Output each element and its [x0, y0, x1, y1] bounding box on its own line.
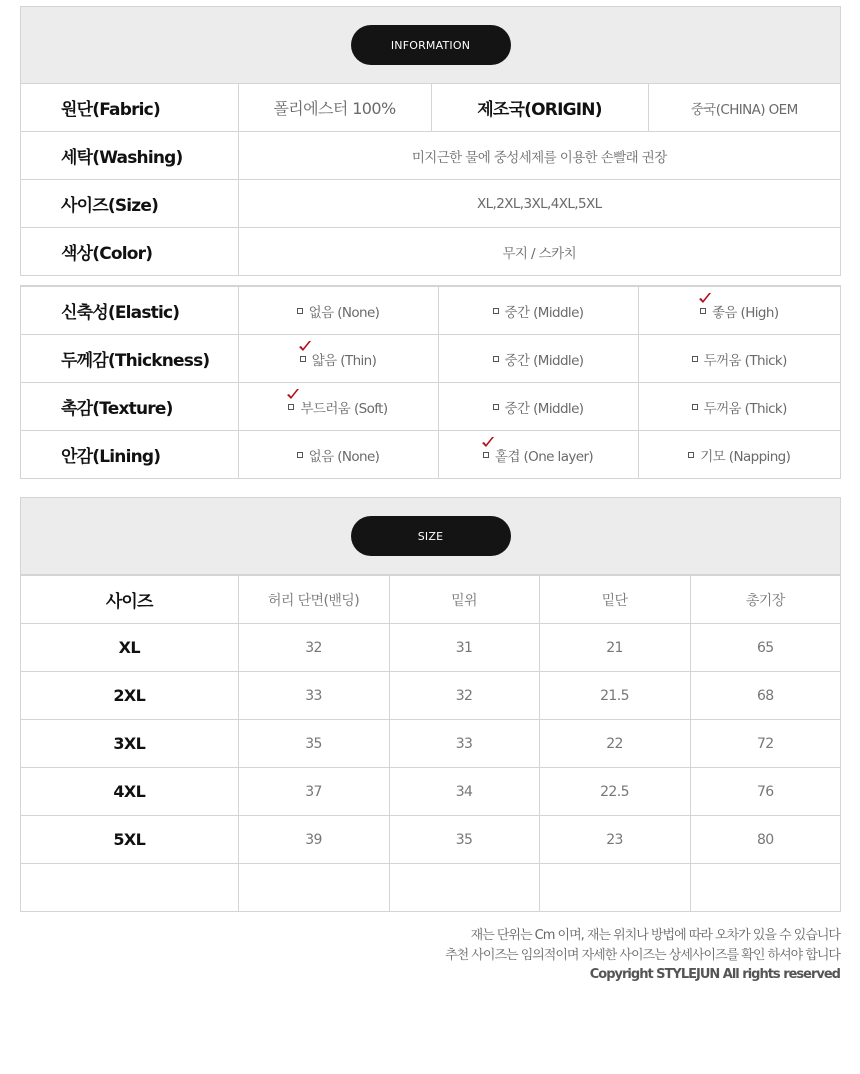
- size-value-cell: [690, 864, 840, 912]
- size-value-cell: 22.5: [539, 768, 690, 816]
- information-badge: INFORMATION: [351, 25, 511, 65]
- size-value-cell: 65: [690, 624, 840, 672]
- checkbox-icon: [493, 404, 499, 410]
- size-value-cell: 23: [539, 816, 690, 864]
- attribute-option-cell: [238, 431, 438, 479]
- attribute-option-cell: [638, 335, 840, 383]
- size-table: [21, 575, 840, 911]
- checkmark-icon: [697, 291, 713, 307]
- checkbox-icon: [297, 308, 303, 314]
- origin-value: 중국(CHINA) OEM: [648, 84, 840, 132]
- size-name-cell: XL: [21, 624, 238, 672]
- checkmark-icon: [285, 387, 301, 403]
- option-unchecked: [493, 397, 584, 417]
- copyright-text: Copyright STYLEJUN All rights reserved: [589, 967, 840, 982]
- size-value-cell: 76: [690, 768, 840, 816]
- size-value-cell: 39: [238, 816, 389, 864]
- size-name-cell: [21, 864, 238, 912]
- information-section: [20, 6, 841, 276]
- size-name-cell: 4XL: [21, 768, 238, 816]
- option-checked: [288, 397, 387, 417]
- checkbox-icon: [688, 452, 694, 458]
- attribute-row: [21, 431, 840, 479]
- option-label: 홑겹 (One layer): [494, 448, 594, 465]
- option-label: 두꺼움 (Thick): [703, 400, 787, 417]
- size-name-cell: 3XL: [21, 720, 238, 768]
- option-label: 두꺼움 (Thick): [703, 352, 787, 369]
- note-line-1: 재는 단위는 Cm 이며, 재는 위치나 방법에 따라 오차가 있을 수 있습니다: [470, 928, 840, 943]
- option-unchecked: [692, 349, 787, 369]
- size-value: XL,2XL,3XL,4XL,5XL: [238, 180, 840, 228]
- note-line-2: 추천 사이즈는 임의적이며 자세한 사이즈는 상세사이즈를 확인 하셔야 합니다: [445, 947, 840, 963]
- size-value-cell: [389, 864, 539, 912]
- option-unchecked: [297, 445, 380, 465]
- checkbox-icon: [692, 404, 698, 410]
- option-unchecked: [688, 445, 790, 465]
- attribute-option-cell: [638, 431, 840, 479]
- washing-label: 세탁(Washing): [21, 132, 238, 180]
- size-header: [21, 498, 840, 575]
- option-label: 중간 (Middle): [504, 304, 584, 321]
- information-table: [21, 84, 840, 275]
- attribute-option-cell: [638, 287, 840, 335]
- size-value-cell: 33: [389, 720, 539, 768]
- attribute-option-cell: [438, 383, 638, 431]
- option-unchecked: [493, 301, 584, 321]
- checkbox-icon: [300, 356, 306, 362]
- size-column-header: 밑위: [389, 576, 539, 624]
- attribute-label: 촉감(Texture): [21, 383, 238, 431]
- checkbox-icon: [692, 356, 698, 362]
- option-label: 부드러움 (Soft): [300, 400, 388, 417]
- attribute-row: [21, 335, 840, 383]
- size-value-cell: 35: [238, 720, 389, 768]
- size-value-cell: 33: [238, 672, 389, 720]
- size-column-header: 허리 단면(밴딩): [238, 576, 389, 624]
- fabric-value: 폴리에스터 100%: [238, 84, 431, 132]
- size-value-cell: 32: [238, 624, 389, 672]
- option-unchecked: [297, 301, 380, 321]
- option-label: 중간 (Middle): [504, 400, 584, 417]
- fabric-label: 원단(Fabric): [61, 100, 160, 120]
- size-value-cell: 32: [389, 672, 539, 720]
- option-label: 기모 (Napping): [700, 448, 791, 465]
- size-header-row: [21, 576, 840, 624]
- color-row: [21, 228, 840, 276]
- size-value-cell: 80: [690, 816, 840, 864]
- color-label: 색상(Color): [21, 228, 238, 276]
- size-label: 사이즈(Size): [21, 180, 238, 228]
- attribute-row: [21, 383, 840, 431]
- checkmark-icon: [480, 435, 496, 451]
- attribute-label: 안감(Lining): [21, 431, 238, 479]
- size-name-cell: 2XL: [21, 672, 238, 720]
- size-value-cell: [238, 864, 389, 912]
- size-value-cell: 22: [539, 720, 690, 768]
- attributes-table: [21, 286, 840, 478]
- attribute-option-cell: [638, 383, 840, 431]
- fabric-row: [21, 84, 840, 132]
- option-unchecked: [493, 349, 584, 369]
- option-unchecked: [692, 397, 787, 417]
- attribute-option-cell: [238, 287, 438, 335]
- checkbox-icon: [288, 404, 294, 410]
- origin-label: 제조국(ORIGIN): [431, 84, 648, 132]
- washing-row: [21, 132, 840, 180]
- size-row: [21, 768, 840, 816]
- size-value-cell: 68: [690, 672, 840, 720]
- size-notes: [445, 926, 840, 985]
- size-value-cell: 31: [389, 624, 539, 672]
- attributes-section: [20, 285, 841, 479]
- attribute-option-cell: [238, 335, 438, 383]
- size-value-cell: [539, 864, 690, 912]
- color-value: 무지 / 스카치: [238, 228, 840, 276]
- size-value-cell: 35: [389, 816, 539, 864]
- size-badge: SIZE: [351, 516, 511, 556]
- size-section: [20, 497, 841, 912]
- option-checked: [483, 445, 593, 465]
- attribute-option-cell: [438, 287, 638, 335]
- size-value-cell: 72: [690, 720, 840, 768]
- size-name-cell: 5XL: [21, 816, 238, 864]
- attribute-option-cell: [438, 431, 638, 479]
- size-row: [21, 672, 840, 720]
- checkbox-icon: [297, 452, 303, 458]
- option-label: 얇음 (Thin): [311, 352, 377, 369]
- size-value-cell: 21.5: [539, 672, 690, 720]
- washing-value: 미지근한 물에 중성세제를 이용한 손빨래 권장: [238, 132, 840, 180]
- size-row: [21, 816, 840, 864]
- option-checked: [300, 349, 377, 369]
- information-header: [21, 7, 840, 84]
- option-label: 중간 (Middle): [504, 352, 584, 369]
- size-row: [21, 180, 840, 228]
- size-row: [21, 624, 840, 672]
- attribute-option-cell: [238, 383, 438, 431]
- size-value-cell: 21: [539, 624, 690, 672]
- attribute-label: 신축성(Elastic): [21, 287, 238, 335]
- attribute-label: 두께감(Thickness): [21, 335, 238, 383]
- checkbox-icon: [493, 356, 499, 362]
- size-column-header: 총기장: [690, 576, 840, 624]
- size-value-cell: 34: [389, 768, 539, 816]
- attribute-option-cell: [438, 335, 638, 383]
- attribute-row: [21, 287, 840, 335]
- size-value-cell: 37: [238, 768, 389, 816]
- checkbox-icon: [493, 308, 499, 314]
- option-checked: [700, 301, 779, 321]
- option-label: 없음 (None): [308, 304, 380, 321]
- checkbox-icon: [483, 452, 489, 458]
- checkbox-icon: [700, 308, 706, 314]
- option-label: 좋음 (High): [711, 304, 779, 321]
- option-label: 없음 (None): [308, 448, 380, 465]
- checkmark-icon: [297, 339, 313, 355]
- size-column-header: 사이즈: [21, 576, 238, 624]
- size-column-header: 밑단: [539, 576, 690, 624]
- size-row: [21, 864, 840, 912]
- size-row: [21, 720, 840, 768]
